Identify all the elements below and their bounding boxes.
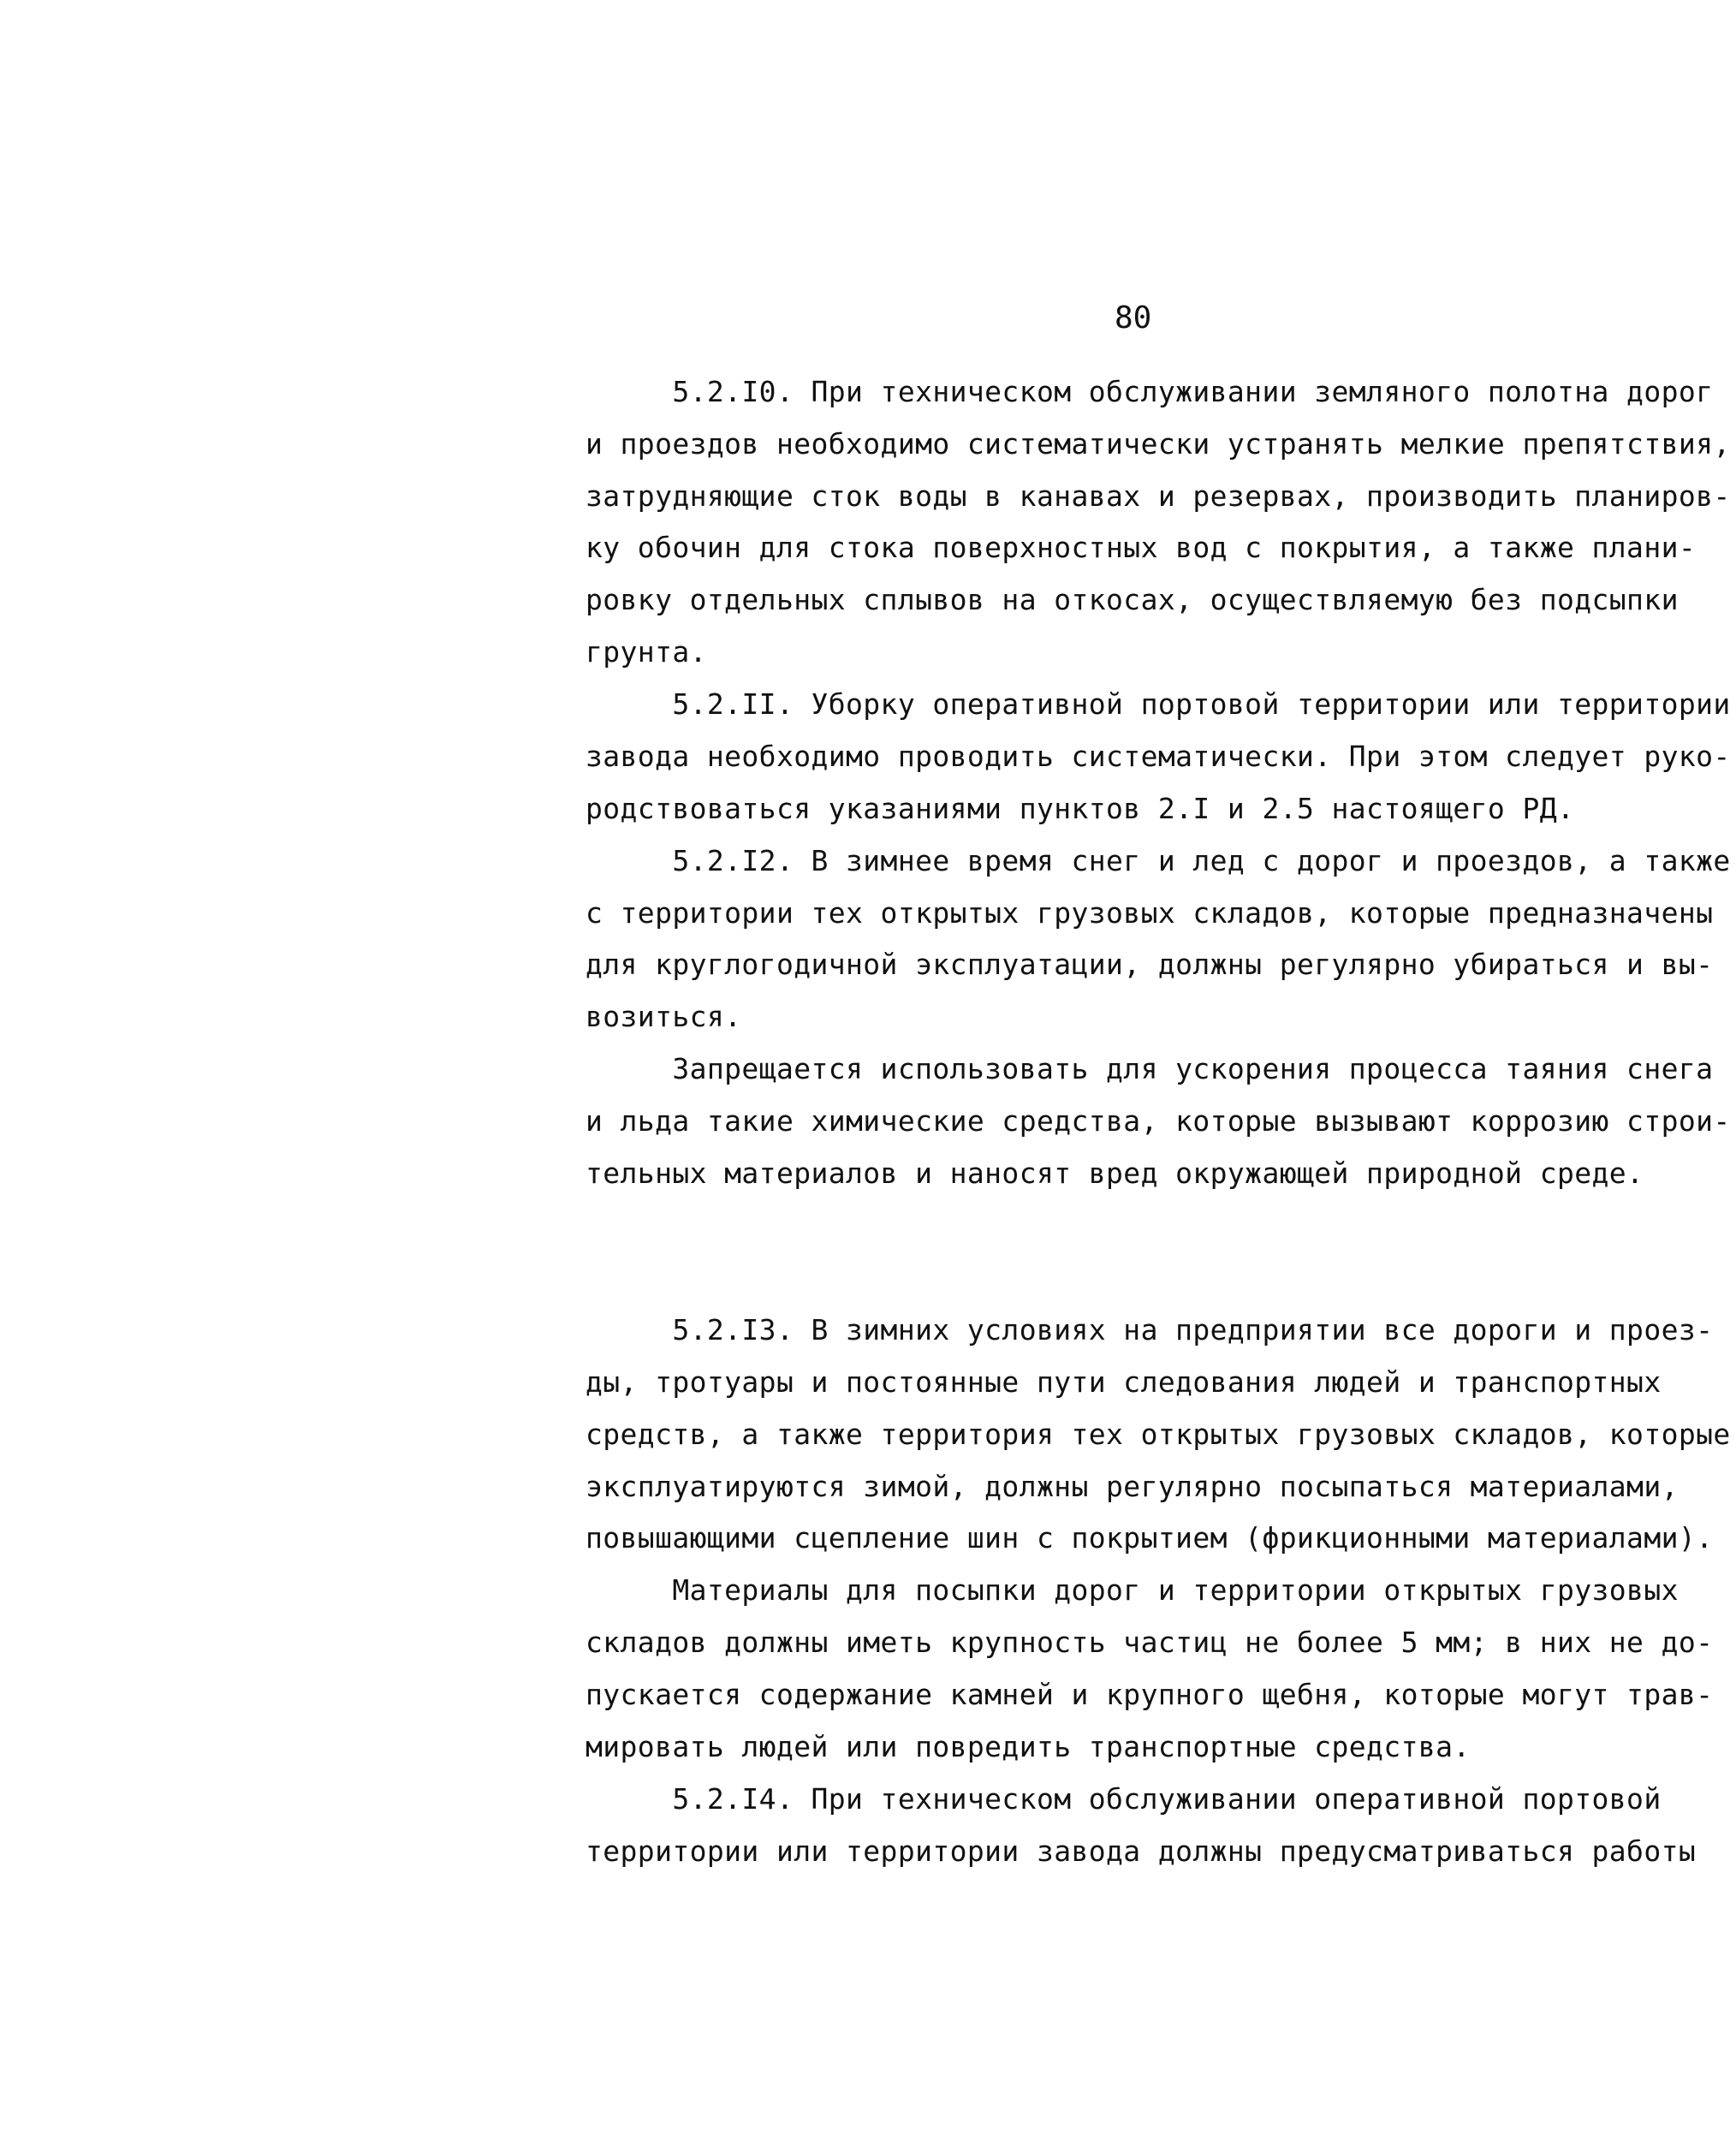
text-line: ды, тротуары и постоянные пути следования людей и транспортных: [586, 1365, 1662, 1399]
text-line: 5.2.II. Уборку оперативной портовой территории или территории: [586, 687, 1731, 721]
text-line: территории или территории завода должны предусматриваться работы: [586, 1834, 1697, 1868]
text-line: ку обочин для стока поверхностных вод с покрытия, а также плани-: [586, 531, 1697, 564]
text-line: грунта.: [586, 635, 707, 669]
text-line: затрудняющие сток воды в канавах и резервах, производить планиров-: [586, 479, 1731, 513]
text-line: 5.2.I0. При техническом обслуживании земляного полотна дорог: [586, 375, 1714, 408]
text-line: ровку отдельных сплывов на откосах, осуществляемую без подсыпки: [586, 583, 1679, 616]
text-line: Материалы для посыпки дорог и территории открытых грузовых: [586, 1573, 1679, 1607]
page-number: 80: [1115, 300, 1152, 336]
text-line: мировать людей или повредить транспортные средства.: [586, 1730, 1471, 1763]
text-line: повышающими сцепление шин с покрытием (фрикционными материалами).: [586, 1521, 1714, 1555]
text-line: для круглогодичной эксплуатации, должны регулярно убираться и вы-: [586, 948, 1714, 981]
text-line: 5.2.I2. В зимнее время снег и лед с дорог и проездов, а также: [586, 844, 1731, 877]
text-line: складов должны иметь крупность частиц не более 5 мм; в них не до-: [586, 1626, 1714, 1659]
text-line: и льда такие химические средства, которые вызывают коррозию строи-: [586, 1104, 1731, 1138]
text-line: 5.2.I4. При техническом обслуживании оперативной портовой: [586, 1782, 1662, 1816]
text-line: завода необходимо проводить систематически. При этом следует руко-: [586, 740, 1731, 773]
text-line: пускается содержание камней и крупного щебня, которые могут трав-: [586, 1678, 1714, 1711]
text-line: средств, а также территория тех открытых грузовых складов, которые: [586, 1418, 1731, 1451]
text-line: эксплуатируются зимой, должны регулярно посыпаться материалами,: [586, 1470, 1679, 1503]
text-line: с территории тех открытых грузовых складов, которые предназначены: [586, 896, 1714, 930]
text-line: и проездов необходимо систематически устранять мелкие препятствия,: [586, 427, 1731, 461]
text-line: тельных материалов и наносят вред окружающей природной среде.: [586, 1156, 1644, 1190]
text-line: возиться.: [586, 1000, 742, 1033]
text-line: Запрещается использовать для ускорения процесса таяния снега: [586, 1052, 1714, 1085]
text-line: родствоваться указаниями пунктов 2.I и 2.5 настоящего РД.: [586, 792, 1575, 825]
text-line: 5.2.I3. В зимних условиях на предприятии все дороги и проез-: [586, 1313, 1714, 1346]
